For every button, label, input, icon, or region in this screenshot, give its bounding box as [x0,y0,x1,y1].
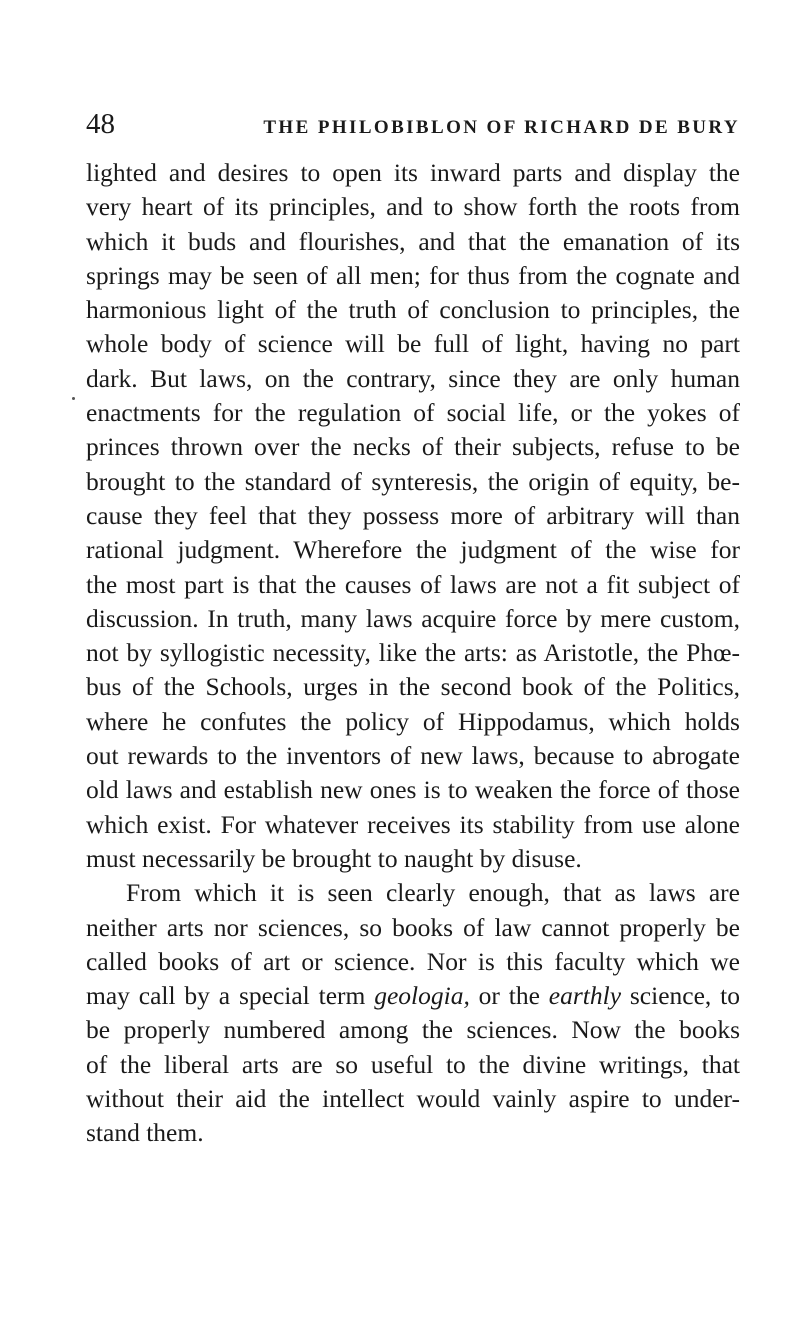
paragraph-2 [86,876,740,1150]
text-segment: or the [469,981,549,1011]
text-line: very heart of its principles, and to show forth the roots from [86,192,740,222]
text-line: old laws and establish new ones is to weaken the force of those [86,775,740,805]
text-line: where he confutes the policy of Hippodamus, which holds [86,706,740,736]
text-line: whole body of science will be full of light, having no part [86,329,740,359]
text-line: brought to the standard of synteresis, the origin of equity, be- [86,466,740,496]
text-line: without their aid the intellect would vainly aspire to under- [86,1084,740,1114]
text-line-with-italics [86,979,740,1013]
text-segment: science, to [621,981,740,1011]
text-line: called books of art or science. Nor is this faculty which we [86,946,740,976]
text-line: the most part is that the causes of laws are not a fit subject of [86,569,740,599]
running-head [86,108,740,148]
text-line: cause they feel that they possess more of arbitrary will than [86,500,740,530]
text-line: which exist. For whatever receives its stability from use alone [86,809,740,839]
paragraph-1 [86,156,740,876]
text-line: lighted and desires to open its inward parts and display the [86,158,740,187]
body-text [86,156,740,1151]
text-line: must necessarily be brought to naught by disuse. [86,843,582,873]
text-line: discussion. In truth, many laws acquire force by mere custom, [86,603,740,633]
text-line: rational judgment. Wherefore the judgment of the wise for [86,535,740,565]
text-line: bus of the Schools, urges in the second book of the Politics, [86,672,740,702]
text-line: which it buds and flourishes, and that the emanation of its [86,226,740,256]
text-line: From which it is seen clearly enough, that as laws are [126,878,740,908]
italic-term-geologia: geologia, [374,981,470,1011]
text-line: of the liberal arts are so useful to the divine writings, that [86,1049,740,1079]
text-line: neither arts nor sciences, so books of law cannot properly be [86,912,740,942]
text-line: dark. But laws, on the contrary, since they are only human [86,363,740,393]
text-line: springs may be seen of all men; for thus from the cognate and [86,260,740,290]
italic-term-earthly: earthly [548,981,622,1011]
text-line: not by syllogistic necessity, like the arts: as Aristotle, the Phœ- [86,638,740,668]
text-line: enactments for the regulation of social life, or the yokes of [86,398,740,428]
text-line: be properly numbered among the sciences. Now the books [86,1015,740,1045]
margin-speck [72,397,75,400]
text-line: harmonious light of the truth of conclusion to principles, the [86,295,740,325]
text-line: princes thrown over the necks of their subjects, refuse to be [86,432,740,462]
running-title: THE PHILOBIBLON OF RICHARD DE BURY [263,117,740,138]
text-line: stand them. [86,1118,204,1148]
text-segment: may call by a special term [86,981,375,1011]
text-line: out rewards to the inventors of new laws, because to abrogate [86,741,740,771]
page-number: 48 [86,108,115,140]
